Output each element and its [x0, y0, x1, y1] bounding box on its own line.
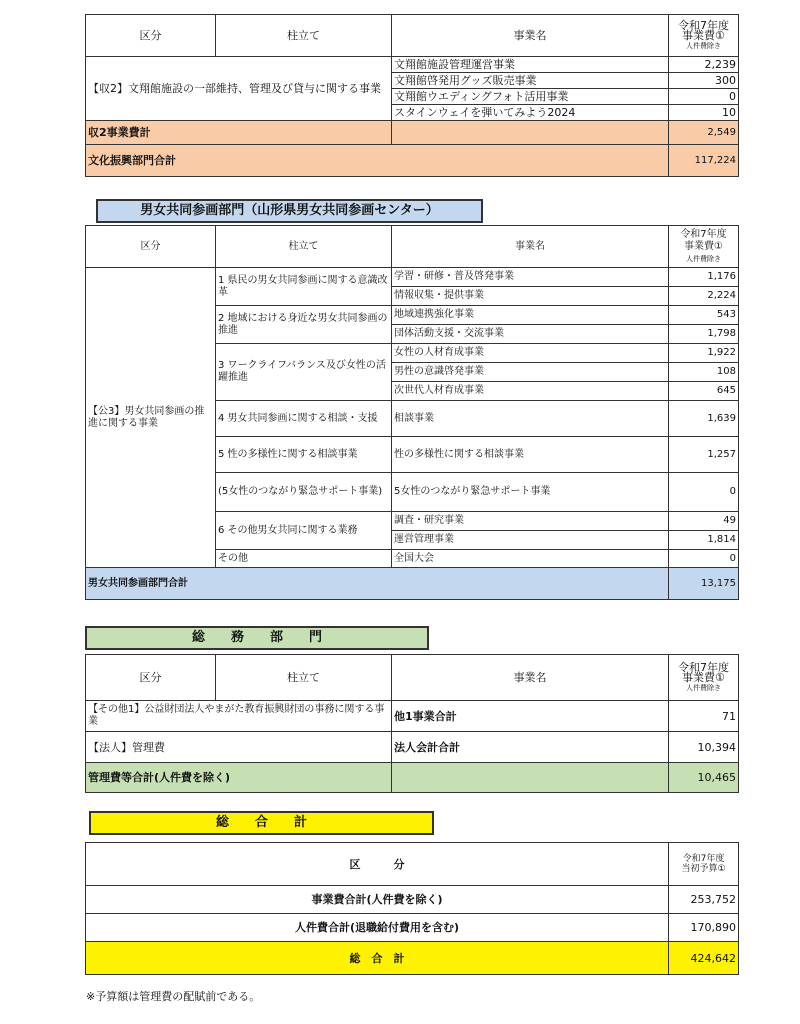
- total-row: [86, 568, 739, 600]
- item-amount: 1,257: [669, 437, 739, 473]
- item-name: 地域連携強化事業: [392, 306, 669, 325]
- empty-cell: [216, 568, 669, 600]
- total-amount: 117,224: [669, 145, 739, 177]
- item-amount: 2,224: [669, 287, 739, 306]
- total-amount: 424,642: [669, 942, 739, 975]
- table-row: [86, 701, 739, 732]
- item-amount: 0: [669, 89, 739, 105]
- item-name: 文翔館施設管理運営事業: [392, 57, 669, 73]
- table-header-row: [86, 15, 739, 57]
- item-name: 5女性のつながり緊急サポート事業: [392, 473, 669, 512]
- pillar: 2 地域における身近な男女共同参画の推進: [216, 306, 392, 344]
- section-title-somu: 総 務 部 門: [85, 626, 429, 650]
- total-label: 管理費等合計(人件費を除く): [86, 763, 392, 793]
- item-name: 他1事業合計: [392, 701, 669, 732]
- total-label: 文化振興部門合計: [86, 145, 669, 177]
- table-header-row: [86, 843, 739, 886]
- somu-kubun: 【法人】管理費: [86, 732, 392, 763]
- item-amount: 543: [669, 306, 739, 325]
- header-kubun: 区分: [86, 655, 216, 701]
- pillar: その他: [216, 550, 392, 568]
- danjo-kubun: 【公3】男女共同参画の推進に関する事業: [86, 268, 216, 568]
- item-amount: 300: [669, 73, 739, 89]
- pillar: 4 男女共同参画に関する相談・支援: [216, 401, 392, 437]
- item-name: 全国大会: [392, 550, 669, 568]
- table-row: [86, 57, 739, 73]
- item-amount: 10,394: [669, 732, 739, 763]
- header-amount-line2: 事業費①: [682, 670, 725, 684]
- item-amount: 10: [669, 105, 739, 121]
- pillar: 3 ワークライフバランス及び女性の活躍推進: [216, 344, 392, 401]
- item-amount: 0: [669, 473, 739, 512]
- bunka-table: [85, 14, 739, 177]
- table-header-row: [86, 655, 739, 701]
- item-name: 文翔館啓発用グッズ販売事業: [392, 73, 669, 89]
- table-row: [86, 732, 739, 763]
- somu-kubun: 【その他1】公益財団法人やまがた教育振興財団の事務に関する事業: [86, 701, 392, 732]
- row-label: 人件費合計(退職給付費用を含む): [86, 914, 669, 942]
- header-amount-line3: 人件費除き: [686, 683, 721, 692]
- item-name: 性の多様性に関する相談事業: [392, 437, 669, 473]
- somu-table: [85, 654, 739, 793]
- item-name: 団体活動支援・交流事業: [392, 325, 669, 344]
- header-amount-line1: 令和7年度: [682, 854, 725, 864]
- header-amount-line1: 令和7年度: [680, 228, 727, 240]
- item-amount: 1,922: [669, 344, 739, 363]
- item-name: 学習・研修・普及啓発事業: [392, 268, 669, 287]
- header-amount-line2: 事業費①: [684, 240, 723, 252]
- pillar: 5 性の多様性に関する相談事業: [216, 437, 392, 473]
- header-amount-line1: 令和7年度: [678, 18, 729, 32]
- item-amount: 108: [669, 363, 739, 382]
- header-jigyo: 事業名: [392, 655, 669, 701]
- subtotal-row: [86, 121, 739, 145]
- bunka-kubun: 【収2】文翔館施設の一部維持、管理及び貸与に関する事業: [86, 57, 392, 121]
- empty-cell: [392, 121, 669, 145]
- total-label: 総 合 計: [86, 942, 669, 975]
- header-jigyo: 事業名: [392, 15, 669, 57]
- section-title-sogo: 総 合 計: [89, 811, 434, 835]
- item-name: 情報収集・提供事業: [392, 287, 669, 306]
- item-amount: 0: [669, 550, 739, 568]
- row-amount: 170,890: [669, 914, 739, 942]
- item-amount: 1,639: [669, 401, 739, 437]
- item-name: 調査・研究事業: [392, 512, 669, 531]
- header-amount: [669, 226, 739, 268]
- pillar: 6 その他男女共同に関する業務: [216, 512, 392, 550]
- header-amount: [669, 15, 739, 57]
- sogo-table: [85, 842, 739, 975]
- item-amount: 1,814: [669, 531, 739, 550]
- total-amount: 10,465: [669, 763, 739, 793]
- header-hashira: 柱立て: [216, 655, 392, 701]
- header-kubun: 区分: [86, 15, 216, 57]
- item-name: 女性の人材育成事業: [392, 344, 669, 363]
- pillar: (5女性のつながり緊急サポート事業): [216, 473, 392, 512]
- item-amount: 2,239: [669, 57, 739, 73]
- total-row: [86, 763, 739, 793]
- item-amount: 645: [669, 382, 739, 401]
- subtotal-label: 収2事業費計: [86, 121, 392, 145]
- header-amount-line1: 令和7年度: [678, 660, 729, 674]
- subtotal-amount: 2,549: [669, 121, 739, 145]
- empty-cell: [392, 763, 669, 793]
- header-amount-line3: 人件費除き: [686, 41, 721, 50]
- header-amount-line2: 事業費①: [682, 28, 725, 42]
- header-jigyo: 事業名: [392, 226, 669, 268]
- header-hashira: 柱立て: [216, 15, 392, 57]
- table-header-row: [86, 226, 739, 268]
- pillar: 1 県民の男女共同参画に関する意識改革: [216, 268, 392, 306]
- danjo-table: [85, 225, 739, 600]
- item-amount: 49: [669, 512, 739, 531]
- row-amount: 253,752: [669, 886, 739, 914]
- header-amount: [669, 843, 739, 886]
- item-name: 次世代人材育成事業: [392, 382, 669, 401]
- item-name: 相談事業: [392, 401, 669, 437]
- section-title-danjo: 男女共同参画部門（山形県男女共同参画センター）: [96, 199, 483, 223]
- table-row: [86, 886, 739, 914]
- total-amount: 13,175: [669, 568, 739, 600]
- item-name: 文翔館ウエディングフォト活用事業: [392, 89, 669, 105]
- total-row: [86, 942, 739, 975]
- header-amount: [669, 655, 739, 701]
- total-label: 男女共同参画部門合計: [86, 568, 216, 600]
- footnote: ※予算額は管理費の配賦前である。: [86, 990, 261, 1003]
- item-name: スタインウェイを弾いてみよう2024: [392, 105, 669, 121]
- item-amount: 1,798: [669, 325, 739, 344]
- item-amount: 71: [669, 701, 739, 732]
- total-row: [86, 145, 739, 177]
- item-name: 法人会計合計: [392, 732, 669, 763]
- table-row: [86, 268, 739, 287]
- item-name: 運営管理事業: [392, 531, 669, 550]
- header-hashira: 柱立て: [216, 226, 392, 268]
- table-row: [86, 914, 739, 942]
- header-amount-line3: 人件費除き: [686, 254, 721, 263]
- row-label: 事業費合計(人件費を除く): [86, 886, 669, 914]
- header-kubun: 区分: [86, 226, 216, 268]
- item-amount: 1,176: [669, 268, 739, 287]
- item-name: 男性の意識啓発事業: [392, 363, 669, 382]
- header-kubun: 区 分: [86, 843, 669, 886]
- header-amount-line2: 当初予算①: [681, 864, 726, 874]
